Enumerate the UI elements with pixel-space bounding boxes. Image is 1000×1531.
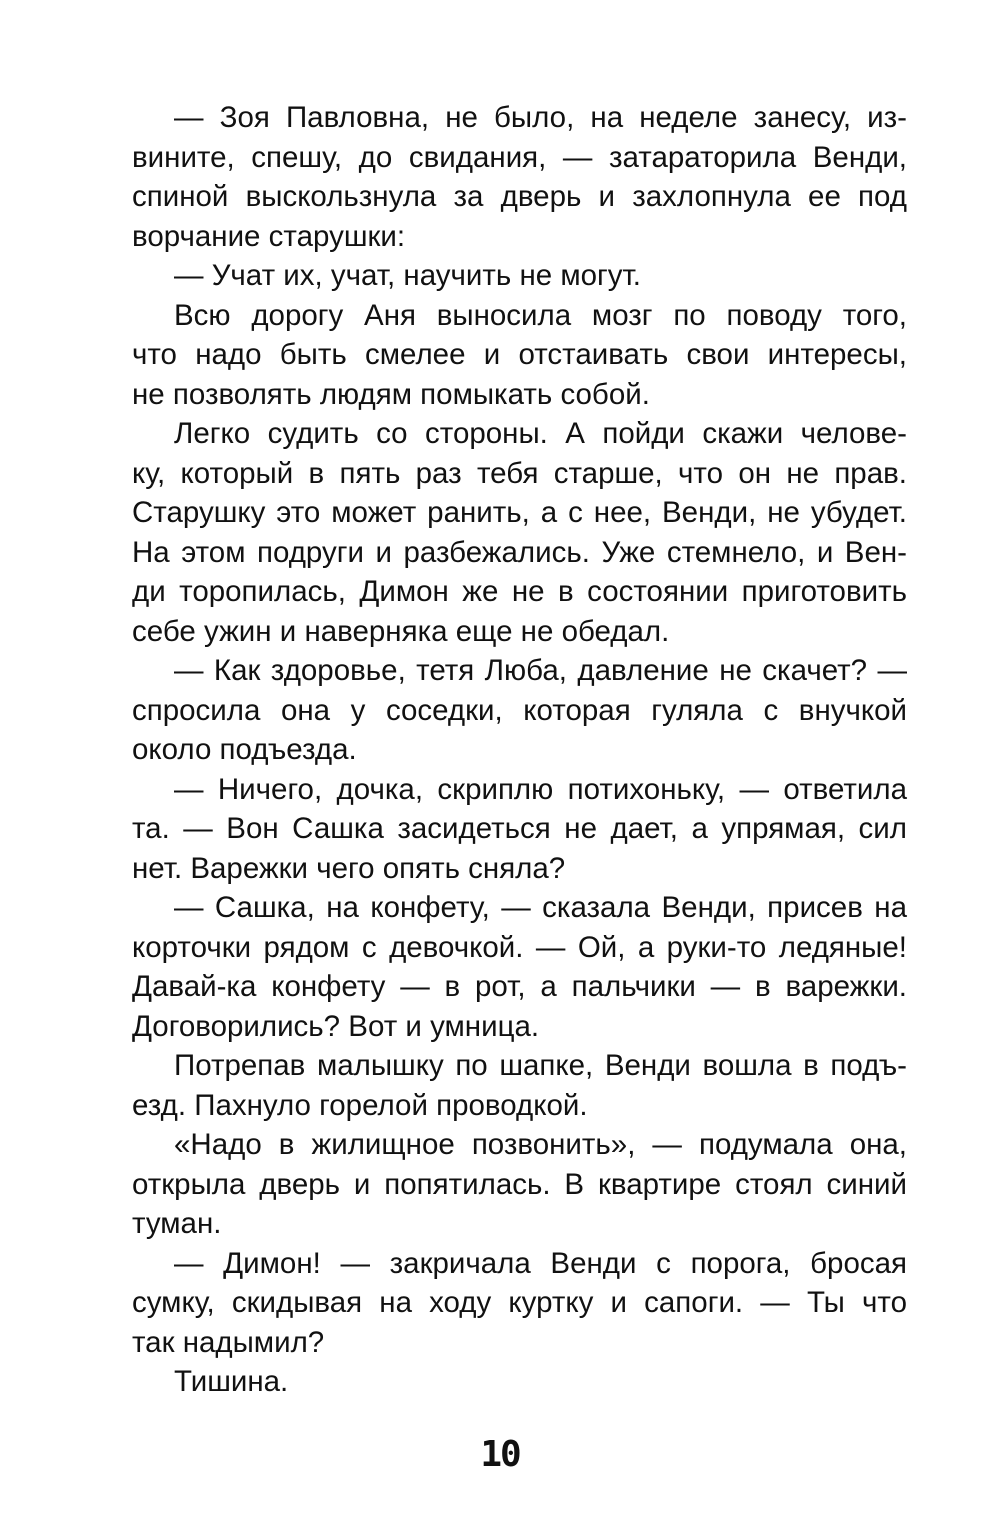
text-line: На этом подруги и разбежались. Уже стемнело, и Вен-	[132, 535, 907, 569]
text-line: Всю дорогу Аня выносила мозг по поводу того,	[174, 298, 907, 332]
text-line: сумку, скидывая на ходу куртку и сапоги. — Ты что	[132, 1286, 907, 1319]
text-line: Давай-ка конфету — в рот, а пальчики — в варежки.	[132, 970, 907, 1003]
text-line: Тишина.	[174, 1365, 289, 1398]
text-line: около подъезда.	[132, 733, 357, 766]
text-line: что надо быть смелее и отстаивать свои интересы,	[132, 338, 907, 371]
text-line: Договорились? Вот и умница.	[132, 1009, 540, 1043]
text-line: ворчание старушки:	[132, 219, 406, 253]
text-line: — Как здоровье, тетя Люба, давление не скачет? —	[174, 654, 907, 687]
text-line: — Сашка, на конфету, — сказала Венди, присев на	[174, 891, 907, 924]
body-text	[132, 98, 907, 1402]
text-line: корточки рядом с девочкой. — Ой, а руки-то ледяные!	[132, 930, 907, 964]
text-line: та. — Вон Сашка засидеться не дает, а упрямая, сил	[132, 812, 907, 845]
text-line: спросила она у соседки, которая гуляла с внучкой	[132, 693, 907, 727]
text-line: — Ничего, дочка, скриплю потихоньку, — ответила	[174, 772, 907, 806]
text-line: Потрепав малышку по шапке, Венди вошла в подъ-	[174, 1049, 907, 1082]
text-line: — Зоя Павловна, не было, на неделе занесу, из-	[174, 101, 907, 134]
text-line: ди торопилась, Димон же не в состоянии приготовить	[132, 575, 907, 608]
text-line: спиной выскользнула за дверь и захлопнула ее под	[132, 180, 907, 213]
text-line: так надымил?	[132, 1325, 325, 1359]
text-line: не позволять людям помыкать собой.	[132, 377, 650, 411]
text-line: ку, который в пять раз тебя старше, что он не прав.	[132, 456, 907, 490]
text-line: вините, спешу, до свидания, — затараторила Венди,	[132, 140, 907, 174]
text-line: Легко судить со стороны. А пойди скажи челове-	[174, 417, 907, 450]
text-line: открыла дверь и попятилась. В квартире стоял синий	[132, 1167, 907, 1201]
page-number: 10	[480, 1434, 520, 1475]
text-line: Старушку это может ранить, а с нее, Венди, не убудет.	[132, 496, 907, 529]
text-line: нет. Варежки чего опять сняла?	[132, 851, 566, 885]
text-line: — Учат их, учат, научить не могут.	[174, 259, 641, 292]
text-line: «Надо в жилищное позвонить», — подумала она,	[174, 1128, 907, 1161]
text-line: себе ужин и наверняка еще не обедал.	[132, 614, 670, 648]
text-line: — Димон! — закричала Венди с порога, бросая	[174, 1246, 907, 1280]
text-line: езд. Пахнуло горелой проводкой.	[132, 1088, 588, 1122]
text-line: туман.	[132, 1207, 222, 1240]
